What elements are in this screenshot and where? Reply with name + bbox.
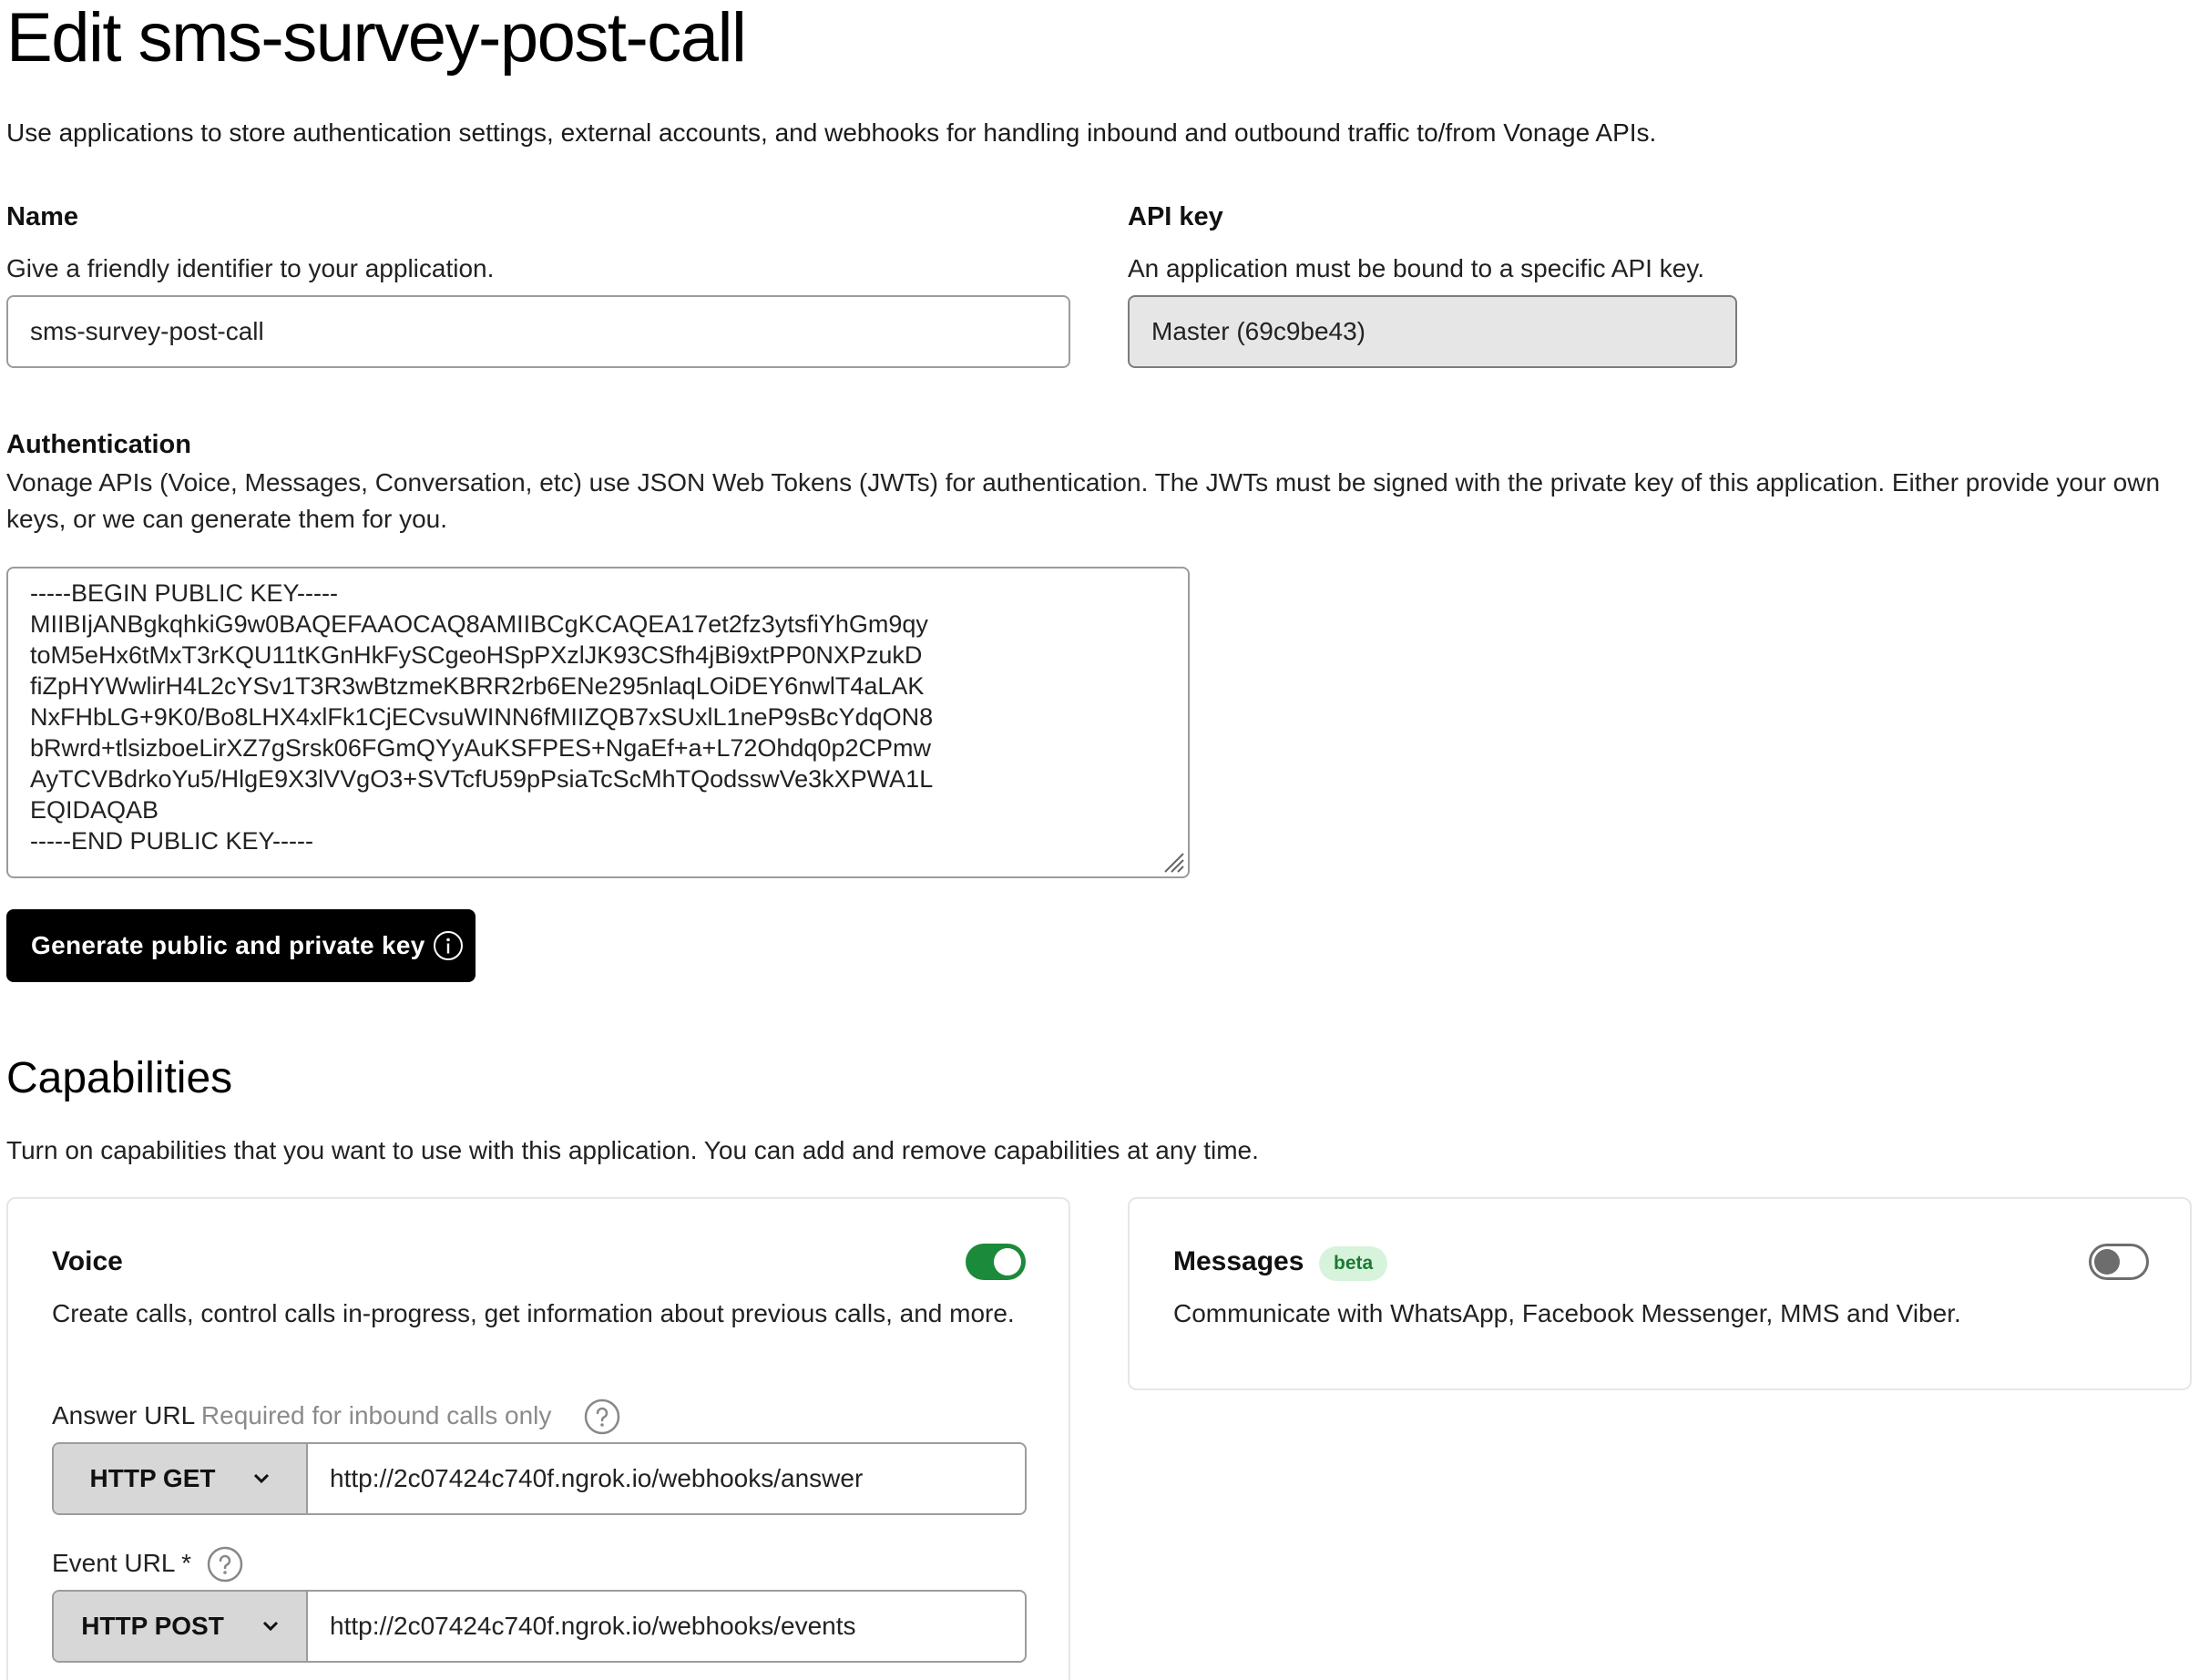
event-url-row bbox=[52, 1590, 1027, 1663]
answer-url-method-select[interactable] bbox=[54, 1444, 308, 1513]
answer-url-row bbox=[52, 1442, 1027, 1515]
chevron-down-icon bbox=[253, 1473, 270, 1484]
authentication-description: Vonage APIs (Voice, Messages, Conversation, etc) use JSON Web Tokens (JWTs) for authentication. The JWTs must be signed with the private key of this application. Either provide your own keys, or we can generate them for you. bbox=[6, 468, 2161, 533]
chevron-down-icon bbox=[262, 1621, 279, 1632]
toggle-knob bbox=[2094, 1249, 2120, 1275]
name-help-text: Give a friendly identifier to your application. bbox=[6, 254, 495, 282]
messages-title: Messages bbox=[1173, 1246, 1304, 1276]
page-description: Use applications to store authentication settings, external accounts, and webhooks for handling inbound and outbound traffic to/from Vonage APIs. bbox=[6, 118, 1657, 147]
answer-url-input[interactable]: http://2c07424c740f.ngrok.io/webhooks/answer bbox=[330, 1464, 864, 1492]
voice-capability-card bbox=[6, 1197, 1070, 1680]
answer-url-method: HTTP GET bbox=[89, 1464, 216, 1492]
public-key-textarea[interactable] bbox=[6, 567, 1190, 878]
answer-url-label bbox=[52, 1401, 551, 1430]
beta-badge: beta bbox=[1319, 1246, 1387, 1281]
public-key-line: EQIDAQAB bbox=[30, 796, 159, 824]
info-icon[interactable] bbox=[433, 930, 464, 961]
api-key-label: API key bbox=[1128, 202, 1223, 231]
public-key-line: bRwrd+tlsizboeLirXZ7gSrsk06FGmQYyAuKSFPES+NgaEf+a+L72Ohdq0p2CPmw bbox=[30, 734, 931, 762]
api-key-help-text: An application must be bound to a specific API key. bbox=[1128, 254, 1704, 282]
public-key-line: MIIBIjANBgkqhkiG9w0BAQEFAAOCAQ8AMIIBCgKCAQEA17et2fz3ytsfiYhGm9qy bbox=[30, 610, 928, 638]
question-circle-icon[interactable] bbox=[584, 1398, 620, 1435]
capabilities-title: Capabilities bbox=[6, 1054, 233, 1102]
public-key-line: AyTCVBdrkoYu5/HlgE9X3lVVgO3+SVTcfU59pPsiaTcScMhTQodsswVe3kXPWA1L bbox=[30, 765, 934, 793]
public-key-line: NxFHbLG+9K0/Bo8LHX4xlFk1CjECvsuWINN6fMIIZQB7xSUxlL1neP9sBcYdqON8 bbox=[30, 703, 934, 731]
answer-url-hint: Required for inbound calls only bbox=[200, 1401, 552, 1429]
toggle-knob bbox=[994, 1248, 1021, 1275]
voice-toggle[interactable] bbox=[966, 1244, 1026, 1280]
public-key-line: fiZpHYWwlirH4L2cYSv1T3R3wBtzmeKBRR2rb6ENe295nlaqLOiDEY6nwlT4aLAK bbox=[30, 672, 925, 700]
messages-description: Communicate with WhatsApp, Facebook Messenger, MMS and Viber. bbox=[1173, 1299, 1961, 1327]
api-key-select[interactable]: Master (69c9be43) bbox=[1128, 295, 1737, 368]
voice-description: Create calls, control calls in-progress, get information about previous calls, and more. bbox=[52, 1299, 1015, 1327]
public-key-line: -----END PUBLIC KEY----- bbox=[30, 827, 314, 855]
resize-grip-icon[interactable] bbox=[1161, 849, 1184, 873]
question-circle-icon[interactable] bbox=[207, 1546, 243, 1583]
answer-url-label-text: Answer URL bbox=[52, 1401, 195, 1429]
capabilities-description: Turn on capabilities that you want to use with this application. You can add and remove capabilities at any time. bbox=[6, 1136, 1259, 1164]
name-label: Name bbox=[6, 202, 78, 231]
public-key-line: toM5eHx6tMxT3rKQU11tKGnHkFySCgeoHSpPXzlJK93CSfh4jBi9xtPP0NXPzukD bbox=[30, 641, 923, 669]
generate-keys-label: Generate public and private key bbox=[31, 931, 425, 959]
voice-title: Voice bbox=[52, 1246, 123, 1276]
name-input[interactable]: sms-survey-post-call bbox=[6, 295, 1070, 368]
event-url-method: HTTP POST bbox=[81, 1612, 224, 1640]
event-url-method-select[interactable] bbox=[54, 1592, 308, 1661]
public-key-line: -----BEGIN PUBLIC KEY----- bbox=[30, 579, 339, 607]
authentication-label: Authentication bbox=[6, 430, 191, 459]
event-url-label: Event URL * bbox=[52, 1549, 192, 1577]
page-title: Edit sms-survey-post-call bbox=[6, 0, 746, 77]
generate-keys-button[interactable] bbox=[6, 909, 476, 982]
event-url-input[interactable]: http://2c07424c740f.ngrok.io/webhooks/events bbox=[330, 1612, 856, 1640]
messages-toggle[interactable] bbox=[2089, 1244, 2149, 1280]
messages-capability-card bbox=[1128, 1197, 2192, 1390]
